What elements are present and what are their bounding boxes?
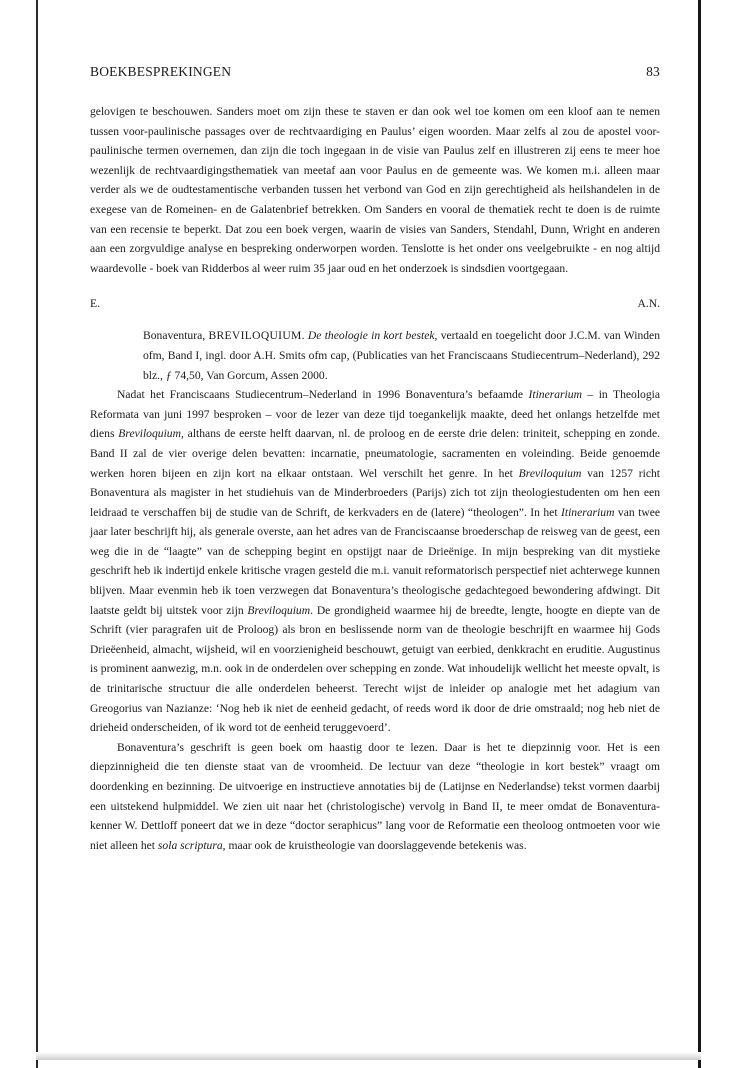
text-run: . De grondigheid waarmee hij de breedte, lengte, hoogte en diepte van de Schrift (vier paragrafen uit de Proloog) als bron en beslissende norm van de theologie beschrijft en waarmee hij Gods Drieëenheid, almacht, wijsheid, wil en voorzienigheid beschouwt, getuigt van eerbied, denkkracht en eruditie. Augustinus is prominent aanwezig, m.n. ook in de onderdelen over schepping en zonde. Wat inhoudelijk wellicht het meeste opvalt, is de trinitarische structuur die alle onderdelen beheerst. Terecht wijst de inleider op analogie met het adagium van Greogorius van Nazianze: ‘Nog heb ik niet de eenheid gedacht, of reeds word ik door de drie omstraald; nog heb niet de drieheid onderscheiden, of ik word tot de eenheid teruggevoerd’. [90,603,660,735]
scan-edge-right [698,0,701,1068]
italic-title: Itinerarium [528,388,582,402]
text-run: – in Theologia Reformata van juni 1997 besproken – voor de lezer van deze tijd toegankelijk maakte, deed het onlangs hetzelfde met diens [90,388,660,441]
italic-title: Breviloquium [118,427,181,441]
citation-title: BREVILOQUIUM [208,329,302,343]
review2-paragraph-1 [90,385,660,738]
text-run: , maar ook de kruistheologie van doorslaggevende betekenis was. [222,838,527,852]
section-title: BOEKBESPREKINGEN [90,64,232,79]
citation-author: Bonaventura, [143,329,209,343]
text-run: van twee jaar later beschrijft hij, als generale overste, aan het adres van de Franciscaanse broederschap de reisweg van de geest, een weg die in de “laagte” van de schepping begint en opstijgt naar de Drieënige. In mijn bespreking van dit mystieke geschrift heb ik indertijd enkele kritische vragen gesteld die m.i. vanuit reformatorisch perspectief niet achterwege kunnen blijven. Maar evenmin heb ik toen verzwegen dat Bonaventura’s theologische gedachtegoed bewondering afdwingt. Dit laatste geldt bij uitstek voor zijn [90,505,660,617]
review1-paragraph: gelovigen te beschouwen. Sanders moet om zijn these te staven er dan ook wel toe komen om een kloof aan te nemen tussen voor-paulinische passages over de rechtvaardiging en Paulus’ eigen woorden. Maar zelfs al zou de apostel voor-paulinische termen overnemen, dan zijn die toch ingegaan in de visie van Paulus zelf en illustreren zij eens te meer hoe wezenlijk de rechtvaardigingsthematiek van meetaf aan voor Paulus en de gemeente was. We komen m.i. alleen maar verder als we de oudtestamentische verbanden tussen het verbond van God en zijn gerechtigheid als heilshandelen in de exegese van de Romeinen- en de Galatenbrief betrekken. Om Sanders en vooral de thematiek recht te doen is de ruimte van een recensie te beperkt. Dat zou een boek vergen, waarin de visies van Sanders, Stendahl, Dunn, Wright en anderen aan een zorgvuldige analyse en bespreking onderworpen worden. Tenslotte is het onder ons veelgebruikte - en nog altijd waardevolle - boek van Ridderbos al weer ruim 35 jaar oud en het onderzoek is sindsdien voortgegaan. [90,105,660,275]
scan-bottom-shadow [36,1052,701,1060]
scan-edge-left [36,0,38,1068]
page-number: 83 [646,64,660,79]
signature-left: E. [90,297,100,311]
italic-title: Breviloquium [518,466,582,480]
italic-title: Itinerarium [561,505,615,519]
italic-term: sola scriptura [157,838,223,852]
page-content [90,64,660,855]
review1-signatures [90,297,660,310]
running-header [90,64,660,80]
text-run: , althans de eerste helft daarvan, nl. de proloog en de eerste drie delen: triniteit, schepping en zonde. Band II zal de vier overige delen bevatten: incarnatie, pneumatologie, sacramenten en voleinding. Beide genoemde werken horen bijeen en zijn kort na elkaar ontstaan. Wel verschilt het genre. In het [90,427,660,480]
citation-details: , vertaald en toegelicht door J.C.M. van Winden ofm, Band I, ingl. door A.H. Smits ofm cap, (Publicaties van het Franciscaans Studiecentrum–Nederland), 292 blz., [143,329,660,382]
signature-right: A.N. [637,297,660,311]
review2-paragraph-2 [90,738,660,856]
italic-title: Breviloquium [247,603,311,617]
citation-separator: . [301,329,308,343]
text-run: Bonaventura’s geschrift is geen boek om haastig door te lezen. Daar is het te diepzinnig voor. Het is een diepzinnigheid die ten dienste staat van de vroomheid. De lectuur van deze “theologie in kort bestek” vraagt om doordenking en bezinning. De uitvoerige en instructieve annotaties bij de (Latijnse en Nederlandse) tekst vormen daarbij een uitstekend hulpmiddel. We zien uit naar het (christologische) vervolg in Band II, te meer omdat de Bonaventura-kenner W. Dettloff poneert dat we in deze “doctor seraphicus” lang voor de Reformatie een theoloog ontmoeten voor wie niet alleen het [90,740,660,852]
text-run: van 1257 richt Bonaventura als magister in het studiehuis van de Minderbroeders (Parijs) zich tot zijn theologiestudenten om hen een leidraad te verschaffen bij de studie van de Schrift, de kerkvaders en de (latere) “theologen”. In het [90,466,660,519]
citation-florin: ƒ [165,368,172,382]
citation-subtitle: De theologie in kort bestek [307,329,435,343]
review2-citation [90,326,660,385]
text-run: Nadat het Franciscaans Studiecentrum–Nederland in 1996 Bonaventura’s befaamde [117,388,529,402]
citation-details-end: 74,50, Van Gorcum, Assen 2000. [171,368,328,382]
